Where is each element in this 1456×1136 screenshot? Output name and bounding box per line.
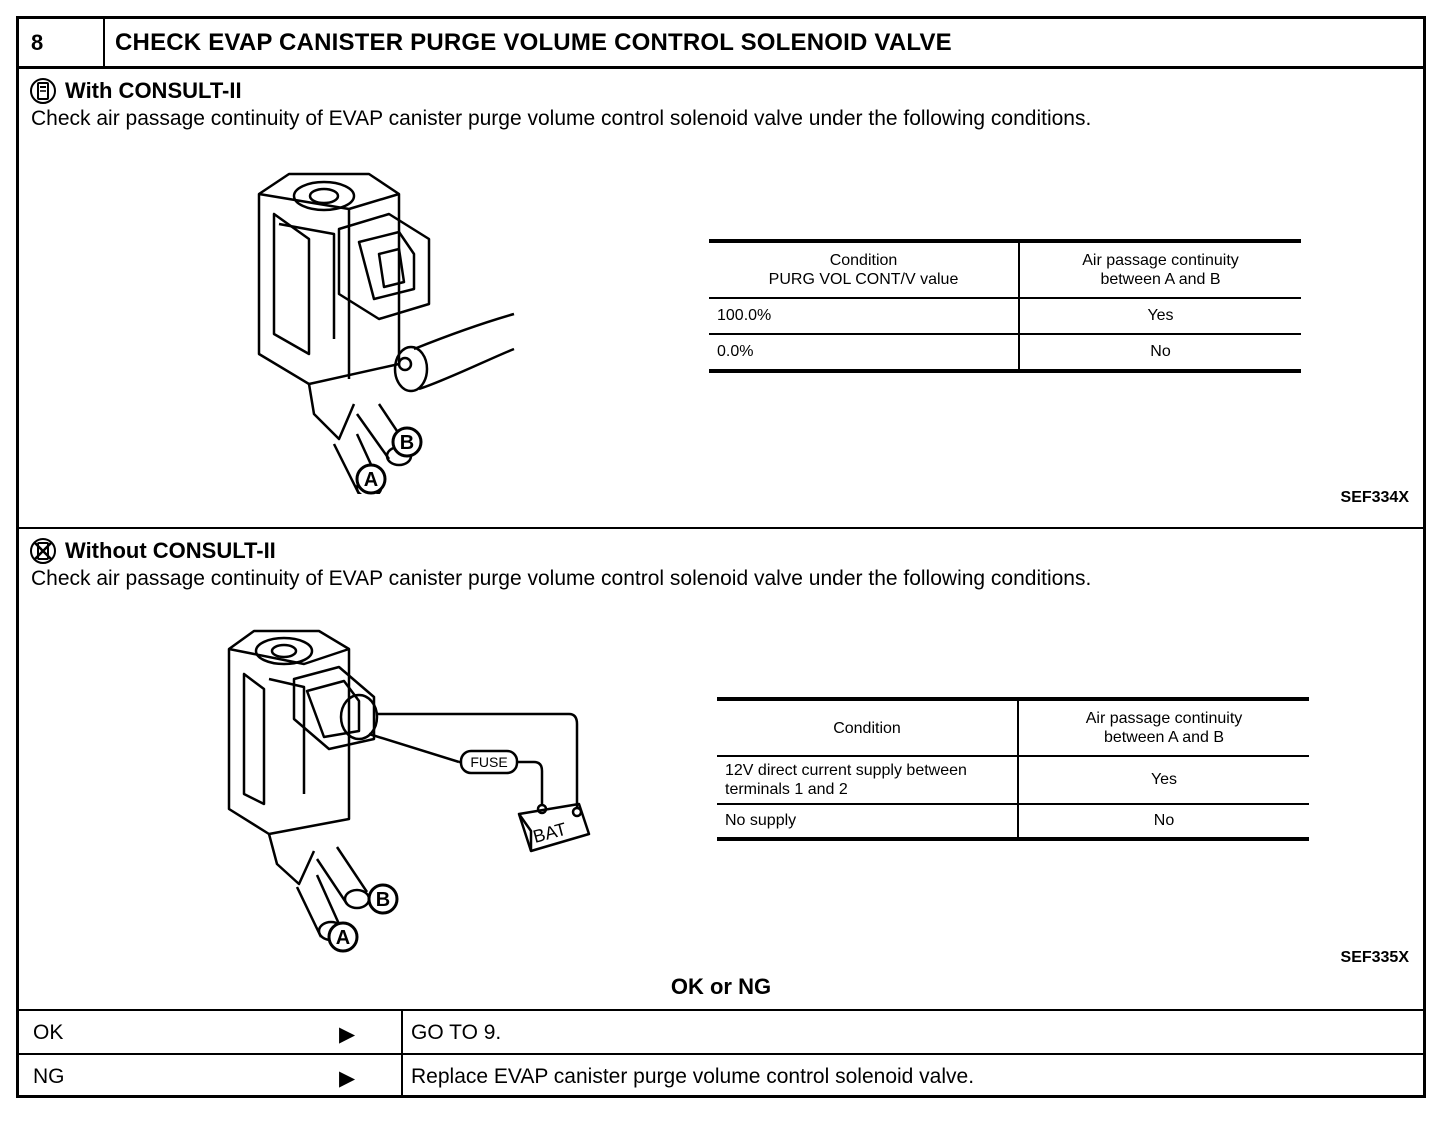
without-consult-heading (29, 537, 276, 565)
fuse-label: FUSE (470, 754, 508, 770)
without-consult-instruction: Check air passage continuity of EVAP canister purge volume control solenoid valve under the following conditions. (31, 567, 1092, 590)
table-header-result: Air passage continuity between A and B (1018, 699, 1309, 756)
without-consult-heading-text: Without CONSULT-II (65, 538, 276, 563)
step-title: CHECK EVAP CANISTER PURGE VOLUME CONTROL SOLENOID VALVE (115, 29, 952, 56)
arrow-right-icon: ▶ (339, 1067, 356, 1090)
svg-text:A: A (335, 927, 351, 949)
port-a-marker (325, 919, 361, 955)
table-row: 12V direct current supply between terminals 1 and 2 Yes (717, 756, 1309, 804)
table-header-condition: Condition (717, 699, 1018, 756)
figure-code: SEF334X (1340, 489, 1409, 506)
with-consult-heading (29, 77, 242, 105)
ng-result-row (19, 1053, 1423, 1098)
with-consult-heading-text: With CONSULT-II (65, 78, 242, 103)
step-header (19, 19, 1423, 69)
arrow-right-icon: ▶ (339, 1023, 356, 1046)
svg-text:B: B (375, 889, 391, 911)
consult-tool-icon (29, 77, 57, 105)
table-row: No supply No (717, 804, 1309, 839)
svg-text:B: B (399, 432, 415, 454)
without-consult-condition-table (717, 697, 1309, 841)
with-consult-condition-table (709, 239, 1301, 373)
without-consult-section (19, 529, 1423, 1021)
table-row: 0.0% No (709, 334, 1301, 371)
table-row: 100.0% Yes (709, 298, 1301, 334)
ng-key: NG (33, 1065, 65, 1088)
with-consult-instruction: Check air passage continuity of EVAP canister purge volume control solenoid valve under the following conditions. (31, 107, 1092, 130)
battery-label: BAT (530, 818, 569, 847)
svg-text:A: A (363, 469, 379, 491)
table-header-result: Air passage continuity between A and B (1019, 241, 1301, 298)
solenoid-valve-battery-illustration (209, 619, 609, 949)
port-b-marker (365, 881, 401, 917)
step-number: 8 (19, 19, 105, 66)
ng-action: Replace EVAP canister purge volume control solenoid valve. (411, 1065, 975, 1088)
inspection-step-frame (16, 16, 1426, 1098)
solenoid-valve-consult-illustration (239, 164, 519, 494)
port-b-marker (389, 424, 425, 460)
port-a-marker (353, 461, 389, 497)
divider (401, 1011, 403, 1053)
figure-code: SEF335X (1340, 949, 1409, 966)
ok-key: OK (33, 1021, 64, 1044)
table-header-condition: Condition PURG VOL CONT/V value (709, 241, 1019, 298)
no-consult-icon (29, 537, 57, 565)
divider (401, 1055, 403, 1098)
ok-result-row (19, 1009, 1423, 1053)
with-consult-section (19, 69, 1423, 529)
ok-action: GO TO 9. (411, 1021, 502, 1044)
ok-or-ng-title: OK or NG (670, 974, 772, 999)
